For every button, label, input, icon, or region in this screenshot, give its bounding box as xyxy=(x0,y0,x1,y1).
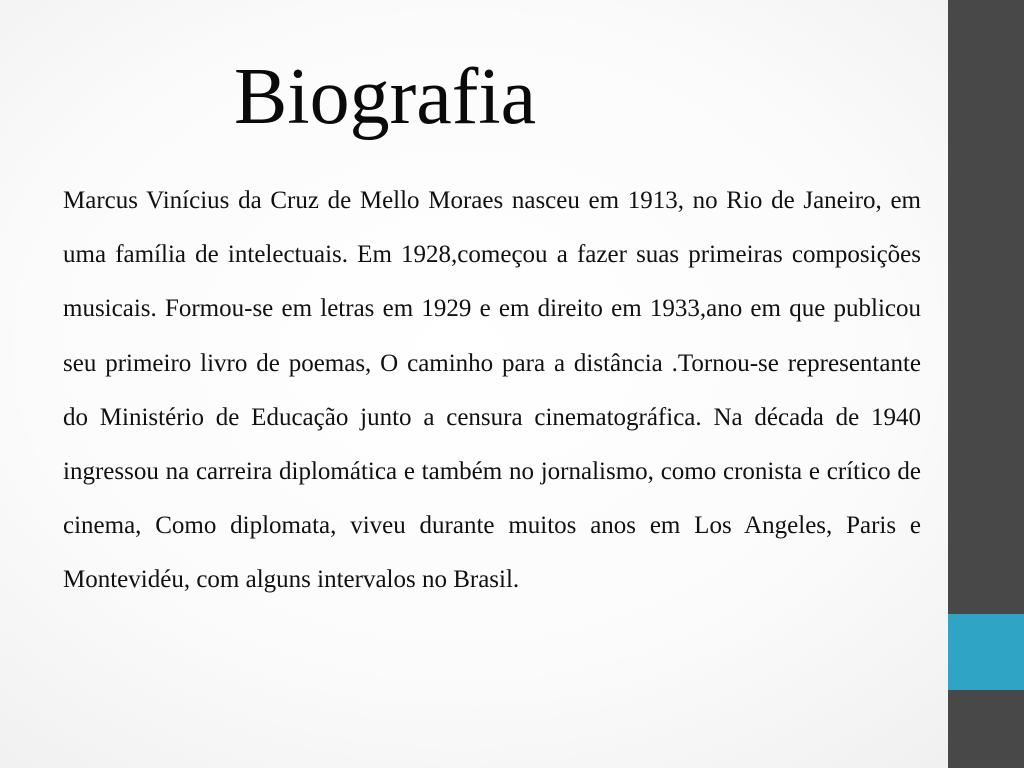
slide-title: Biografia xyxy=(234,53,537,141)
right-sidebar-bar xyxy=(948,0,1024,768)
sidebar-accent-block xyxy=(948,614,1024,690)
slide-body-text: Marcus Vinícius da Cruz de Mello Moraes nasceu em 1913, no Rio de Janeiro, em uma família de intelectuais. Em 1928,começou a fazer suas primeiras composições musicais. Formou-se em letras em 1929 e em direito em 1933,ano em que publicou seu primeiro livro de poemas, O caminho para a distância .Tornou-se representante do Ministério de Educação junto a censura cinematográfica. Na década de 1940 ingressou na carreira diplomática e também no jornalismo, como cronista e crítico de cinema, Como diplomata, viveu durante muitos anos em Los Angeles, Paris e Montevidéu, com alguns intervalos no Brasil. xyxy=(63,187,921,594)
